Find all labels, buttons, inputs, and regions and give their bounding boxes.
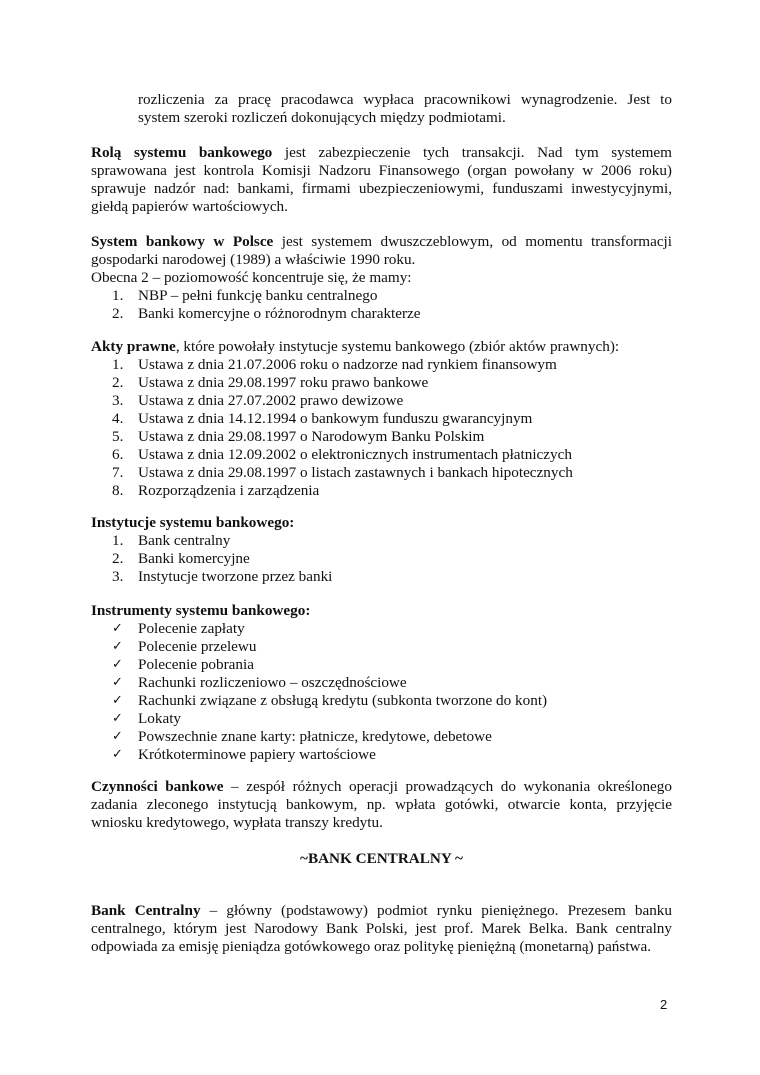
instrumenty-heading-text: Instrumenty systemu bankowego: [91,602,311,619]
list-item [112,656,672,674]
item-number: 8. [112,482,124,499]
bank-line-2: centralnego, którym jest Narodowy Bank Polski, jest prof. Marek Belka. Bank centralny [91,920,672,937]
system-line-2: gospodarki narodowej (1989) a właściwie 1990 roku. [91,251,416,268]
akty-bold: Akty prawne [91,338,176,355]
item-number: 2. [112,305,124,322]
checkmark-icon: ✓ [112,675,123,690]
rola-paragraph [91,144,672,216]
list-item [112,464,672,482]
item-text: Ustawa z dnia 14.12.1994 o bankowym funduszu gwarancyjnym [138,410,533,427]
rola-bold: Rolą systemu bankowego [91,144,273,161]
page-number: 2 [660,997,668,1012]
list-item [112,446,672,464]
item-text: Bank centralny [138,532,231,549]
instrumenty-heading [91,602,672,620]
bank-paragraph [91,902,672,956]
list-item [112,532,672,550]
czynnosci-bold: Czynności bankowe [91,778,224,795]
item-text: NBP – pełni funkcję banku centralnego [138,287,378,304]
item-text: Banki komercyjne o różnorodnym charakterze [138,305,421,322]
bank-line-1 [91,902,672,920]
item-number: 1. [112,287,124,304]
item-text: Banki komercyjne [138,550,250,567]
list-item [112,305,672,323]
intro-line-2: system szeroki rozliczeń dokonujących między podmiotami. [138,109,506,126]
list-item [112,692,672,710]
system-line-1 [91,233,672,251]
item-number: 3. [112,568,124,585]
czynnosci-line-1 [91,778,672,796]
item-text: Ustawa z dnia 29.08.1997 o Narodowym Banku Polskim [138,428,485,445]
akty-heading [91,338,672,356]
item-text: Lokaty [138,710,182,727]
list-item [112,550,672,568]
list-item [112,568,672,586]
item-text: Ustawa z dnia 12.09.2002 o elektronicznych instrumentach płatniczych [138,446,572,463]
list-item [112,428,672,446]
list-item [112,410,672,428]
akty-list [112,356,672,500]
instrumenty-list [112,620,672,764]
system-paragraph [91,233,672,287]
instytucje-heading [91,514,672,532]
rola-line-4: giełdą papierów wartościowych. [91,198,288,215]
item-text: Rozporządzenia i zarządzenia [138,482,320,499]
czynnosci-rest: – zespół różnych operacji prowadzących do wykonania określonego [223,778,672,795]
checkmark-icon: ✓ [112,711,123,726]
list-item [112,638,672,656]
item-text: Rachunki rozliczeniowo – oszczędnościowe [138,674,407,691]
item-number: 6. [112,446,124,463]
czynnosci-line-2: zadania zleconego instytucją bankowym, np. wpłata gotówki, otwarcie konta, przyjęcie [91,796,672,813]
item-text: Ustawa z dnia 27.07.2002 prawo dewizowe [138,392,404,409]
checkmark-icon: ✓ [112,693,123,708]
item-text: Krótkoterminowe papiery wartościowe [138,746,376,763]
list-item [112,356,672,374]
system-line-3: Obecna 2 – poziomowość koncentruje się, że mamy: [91,269,412,286]
bank-bold: Bank Centralny [91,902,201,919]
item-number: 1. [112,532,124,549]
czynnosci-paragraph [91,778,672,832]
checkmark-icon: ✓ [112,729,123,744]
item-number: 2. [112,374,124,391]
instytucje-heading-text: Instytucje systemu bankowego: [91,514,295,531]
system-rest: jest systemem dwuszczeblowym, od momentu transformacji [273,233,672,250]
item-text: Polecenie pobrania [138,656,254,673]
system-list [112,287,672,323]
czynnosci-line-3: wniosku kredytowego, wypłata transzy kredytu. [91,814,383,831]
checkmark-icon: ✓ [112,747,123,762]
rola-line-3: sprawuje nadzór nad: bankami, firmami ubezpieczeniowymi, funduszami inwestycyjnymi, [91,180,672,197]
system-bold: System bankowy w Polsce [91,233,274,250]
list-item [112,674,672,692]
list-item [112,620,672,638]
section-title: ~BANK CENTRALNY ~ [300,850,463,867]
list-item [112,392,672,410]
item-text: Ustawa z dnia 29.08.1997 o listach zastawnych i bankach hipotecznych [138,464,573,481]
list-item [112,482,672,500]
item-number: 2. [112,550,124,567]
checkmark-icon: ✓ [112,639,123,654]
akty-rest: , które powołały instytucje systemu bankowego (zbiór aktów prawnych): [175,338,620,355]
list-item [112,287,672,305]
rola-line-1 [91,144,672,162]
item-number: 5. [112,428,124,445]
list-item [112,710,672,728]
item-number: 1. [112,356,124,373]
item-text: Ustawa z dnia 21.07.2006 roku o nadzorze nad rynkiem finansowym [138,356,557,373]
item-text: Powszechnie znane karty: płatnicze, kredytowe, debetowe [138,728,492,745]
intro-paragraph [138,91,672,127]
checkmark-icon: ✓ [112,657,123,672]
instytucje-list [112,532,672,586]
checkmark-icon: ✓ [112,621,123,636]
item-text: Rachunki związane z obsługą kredytu (subkonta tworzone do kont) [138,692,548,709]
item-number: 3. [112,392,124,409]
intro-line-1: rozliczenia za pracę pracodawca wypłaca pracownikowi wynagrodzenie. Jest to [138,91,672,108]
item-text: Ustawa z dnia 29.08.1997 roku prawo bankowe [138,374,429,391]
item-number: 7. [112,464,124,481]
list-item [112,374,672,392]
bank-line-3: odpowiada za emisję pieniądza gotówkowego oraz politykę pieniężną (monetarną) państwa. [91,938,652,955]
item-text: Polecenie zapłaty [138,620,245,637]
bank-rest: – główny (podstawowy) podmiot rynku pieniężnego. Prezesem banku [200,902,672,919]
item-text: Polecenie przelewu [138,638,257,655]
rola-rest: jest zabezpieczenie tych transakcji. Nad tym systemem [272,144,672,161]
list-item [112,746,672,764]
item-text: Instytucje tworzone przez banki [138,568,333,585]
item-number: 4. [112,410,124,427]
rola-line-2: sprawowana jest kontrola Komisji Nadzoru Finansowego (organ powołany w 2006 roku) [91,162,672,179]
list-item [112,728,672,746]
